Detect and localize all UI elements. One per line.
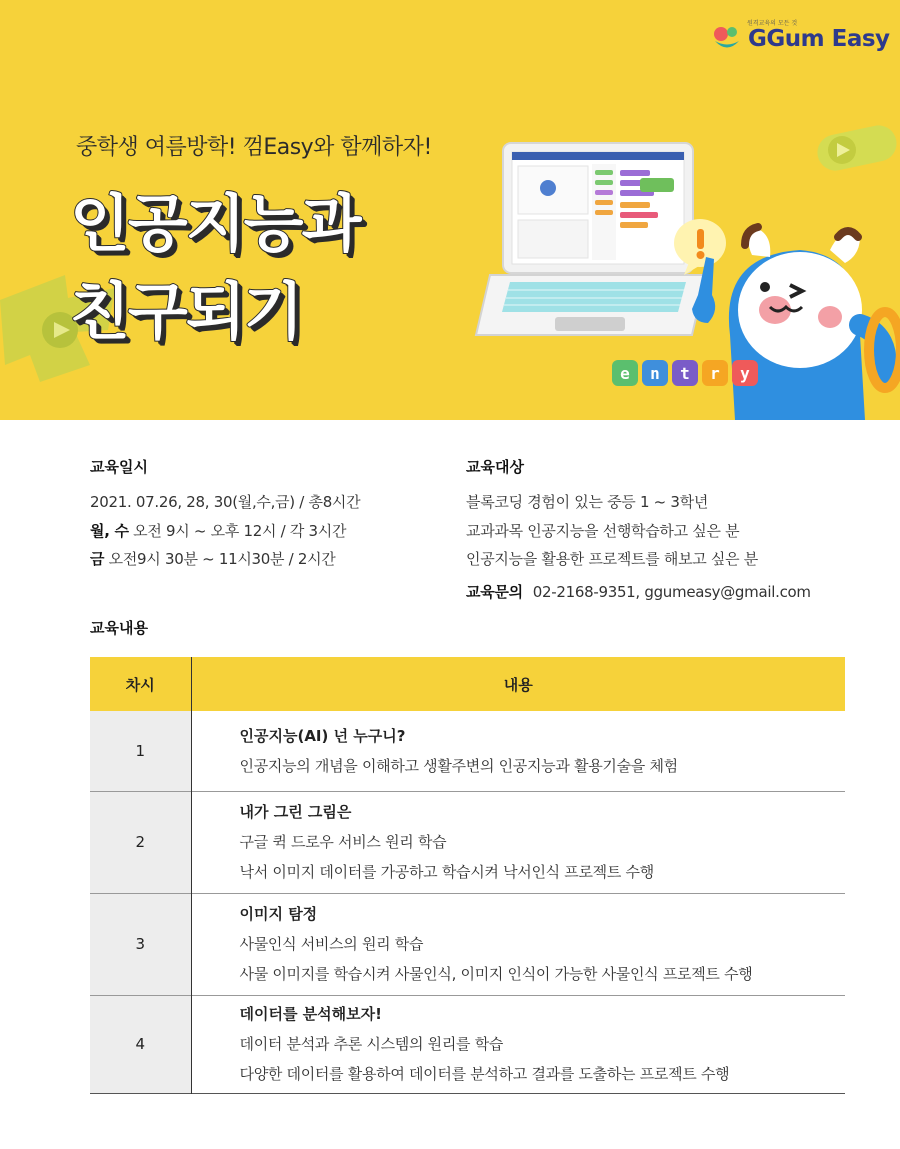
target-heading: 교육대상 <box>466 458 524 476</box>
schedule-fri-day: 금 <box>90 550 105 568</box>
schedule-mon-wed-days: 월, 수 <box>90 522 129 540</box>
contact-value: 02-2168-9351, ggumeasy@gmail.com <box>532 583 811 601</box>
ggumeasy-logo <box>712 22 890 56</box>
session-title: 내가 그린 그림은 <box>239 803 352 821</box>
mascot-character-icon <box>660 215 900 420</box>
table-row <box>90 711 845 791</box>
session-desc: 인공지능의 개념을 이해하고 생활주변의 인공지능과 활용기술을 체험 <box>239 756 678 775</box>
session-desc: 낙서 이미지 데이터를 가공하고 학습시켜 낙서인식 프로젝트 수행 <box>239 863 654 881</box>
play-button-decoration-icon <box>812 120 900 180</box>
target-line-3: 인공지능을 활용한 프로젝트를 해보고 싶은 분 <box>466 550 758 568</box>
schedule-fri-time: 오전9시 30분 ~ 11시30분 / 2시간 <box>104 550 336 568</box>
table-row <box>90 995 845 1093</box>
session-desc: 다양한 데이터를 활용하여 데이터를 분석하고 결과를 도출하는 프로젝트 수행 <box>239 1065 730 1083</box>
hero-title-line1: 인공지능과 <box>70 187 360 260</box>
logo-tagline: 원격교육의 모든 것 <box>747 20 798 27</box>
schedule-fri <box>90 548 336 569</box>
session-number: 4 <box>90 995 191 1093</box>
curriculum-table <box>90 657 845 1094</box>
session-content <box>191 995 845 1093</box>
session-desc: 사물인식 서비스의 원리 학습 <box>239 935 424 953</box>
session-title: 이미지 탐정 <box>239 905 318 923</box>
target-line-1: 블록코딩 경험이 있는 중등 1 ~ 3학년 <box>466 493 709 511</box>
session-number: 1 <box>90 711 191 791</box>
table-header-row <box>90 657 845 711</box>
session-number: 3 <box>90 893 191 995</box>
entry-letter-e: e <box>612 360 638 386</box>
session-number: 2 <box>90 791 191 893</box>
schedule-heading: 교육일시 <box>90 458 148 476</box>
session-content <box>191 893 845 995</box>
hero-banner <box>0 0 900 420</box>
session-content <box>191 791 845 893</box>
schedule-mon-wed <box>90 520 346 541</box>
logo-text: GGum Easy <box>748 26 890 52</box>
entry-letter-r: r <box>702 360 728 386</box>
contact-info <box>466 581 811 602</box>
col-header-content: 내용 <box>191 657 845 711</box>
table-row <box>90 893 845 995</box>
hero-title-line2: 친구되기 <box>70 275 302 348</box>
entry-letter-y: y <box>732 360 758 386</box>
target-line-2: 교과과목 인공지능을 선행학습하고 싶은 분 <box>466 522 740 540</box>
content-heading: 교육내용 <box>90 619 148 637</box>
schedule-mon-wed-time: 오전 9시 ~ 오후 12시 / 각 3시간 <box>128 522 347 540</box>
entry-letter-t: t <box>672 360 698 386</box>
logo-mark-icon <box>712 24 742 54</box>
session-desc: 사물 이미지를 학습시켜 사물인식, 이미지 인식이 가능한 사물인식 프로젝트 수행 <box>239 965 753 983</box>
entry-letter-n: n <box>642 360 668 386</box>
schedule-dates: 2021. 07.26, 28, 30(월,수,금) / 총8시간 <box>90 493 361 511</box>
table-row <box>90 791 845 893</box>
session-desc: 데이터 분석과 추론 시스템의 원리를 학습 <box>239 1035 504 1053</box>
hero-subtitle: 중학생 여름방학! 껌Easy와 함께하자! <box>76 135 432 160</box>
session-content <box>191 711 845 791</box>
session-title: 데이터를 분석해보자! <box>239 1005 382 1023</box>
session-title: 인공지능(AI) 넌 누구니? <box>239 726 406 745</box>
session-desc: 구글 퀵 드로우 서비스 원리 학습 <box>239 833 447 851</box>
entry-logo <box>612 360 758 386</box>
contact-label: 교육문의 <box>466 583 523 601</box>
col-header-session: 차시 <box>90 657 191 711</box>
